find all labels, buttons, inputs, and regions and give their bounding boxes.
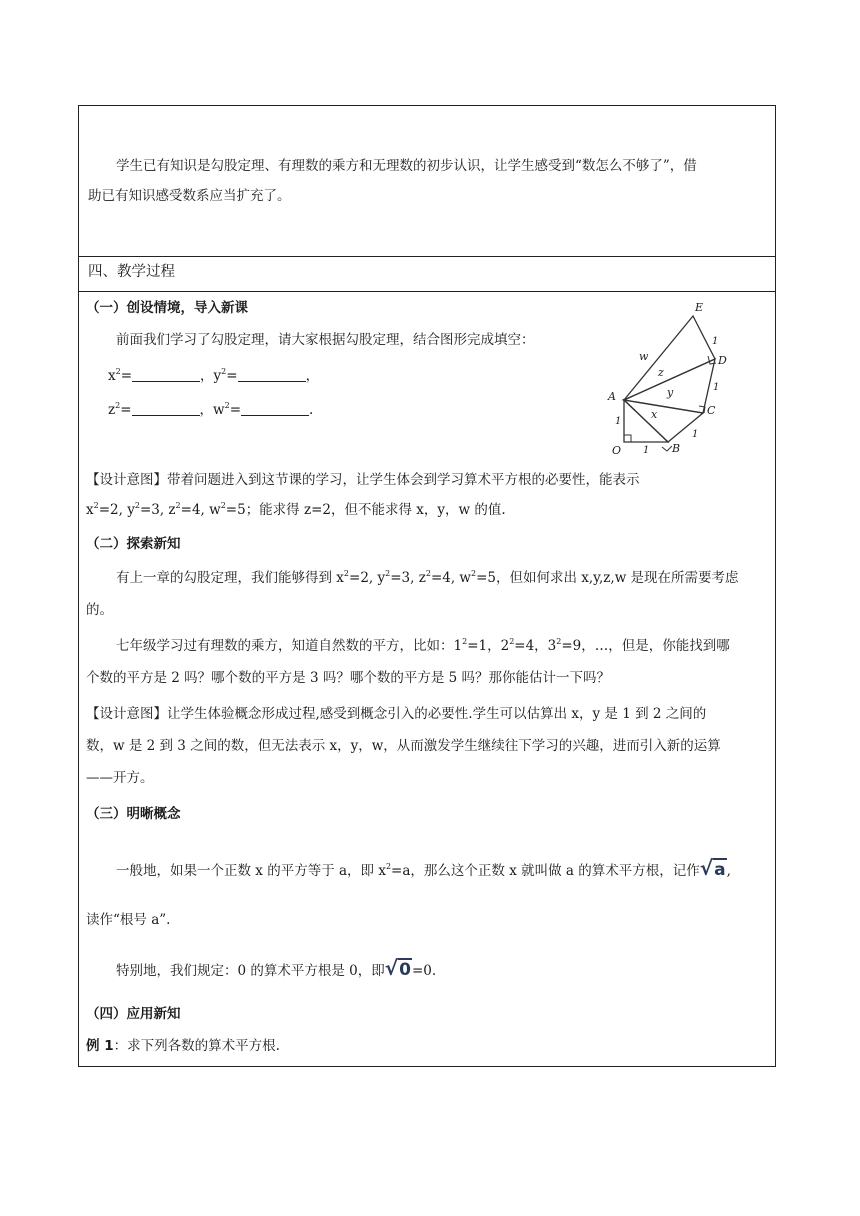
length-label: 1	[615, 416, 622, 427]
sqrt-a-symbol: √a	[699, 856, 726, 880]
point-label: A	[608, 390, 616, 403]
intro-line-2: 助已有知识感受数系应当扩充了。	[88, 188, 291, 204]
part2-p2-line-1: 七年级学习过有理数的乘方，知道自然数的平方，比如：$1^2=1$，$2^2=4$，$3^2=9$，…，但是，你能找到哪	[116, 637, 730, 654]
part1-design-tail: ；能求得 z=2，但不能求得 x，y，w 的值.	[245, 502, 506, 518]
point-label: E	[695, 301, 704, 314]
point-label: D	[718, 354, 727, 367]
special-line: 特别地，我们规定：0 的算术平方根是 0，即√0=0.	[116, 956, 437, 980]
length-label: 1	[692, 429, 699, 440]
length-label: 1	[712, 336, 719, 347]
section-title: 四、教学过程	[88, 264, 175, 280]
definition-line: 一般地，如果一个正数 x 的平方等于 a，即 $x^2=a$，那么这个正数 x 就叫做 a 的算术平方根，记作√a,	[116, 856, 731, 880]
table-divider	[79, 291, 775, 292]
point-label: C	[707, 404, 716, 417]
part1-text: 前面我们学习了勾股定理，请大家根据勾股定理，结合图形完成填空：	[116, 332, 535, 348]
segment-label: w	[639, 350, 649, 363]
blank[interactable]	[238, 369, 306, 382]
table-divider	[79, 256, 775, 257]
blank[interactable]	[241, 403, 309, 416]
read-as-line: 读作“根号 a”.	[86, 912, 171, 928]
part2-design-line-2: 数，w 是 2 到 3 之间的数，但无法表示 x，y，w，从而激发学生继续往下学习的兴趣，进而引入新的运算	[86, 738, 721, 754]
part1-design-line-1: 【设计意图】带着问题进入到这节课的学习，让学生体会到学习算术平方根的必要性，能表示	[86, 472, 640, 488]
part1-heading: （一）创设情境，导入新课	[86, 300, 248, 316]
part4-heading: （四）应用新知	[86, 1006, 181, 1022]
part2-design-line-1: 【设计意图】让学生体验概念形成过程,感受到概念引入的必要性.学生可以估算出 x，y 是 1 到 2 之间的	[86, 706, 707, 722]
segment-label: z	[658, 366, 664, 379]
segment-label: x	[651, 408, 658, 421]
example-1: 例 1：求下列各数的算术平方根.	[86, 1038, 280, 1054]
part2-p1-line-1: 有上一章的勾股定理，我们能够得到 $x^2=2$, $y^2=3$, $z^2=4$, $w^2=5$，但如何求出 x,y,z,w 是现在所需要考虑	[116, 569, 739, 586]
part2-design-line-3: ——开方。	[86, 770, 154, 786]
fill-blank-row-2: $z^2=$ ，$w^2=$ .	[108, 401, 314, 418]
part3-heading: （三）明晰概念	[86, 806, 181, 822]
intro-line-1: 学生已有知识是勾股定理、有理数的乘方和无理数的初步认识，让学生感受到“数怎么不够了”，借	[116, 158, 697, 174]
fill-blank-row-1: $x^2=$ ，$y^2=$ ，	[108, 367, 320, 384]
point-label: B	[672, 442, 681, 455]
segment-label: y	[667, 386, 674, 399]
blank[interactable]	[132, 403, 200, 416]
part2-heading: （二）探索新知	[86, 536, 181, 552]
pythagoras-spiral-figure	[600, 296, 740, 458]
sqrt-0-symbol: √0	[384, 956, 411, 980]
point-label: O	[612, 444, 622, 457]
blank[interactable]	[132, 369, 200, 382]
part1-design-line-2: $x^2=2$, $y^2=3$, $z^2=4$, $w^2=5$；能求得 z=2，但不能求得 x，y，w 的值.	[86, 501, 506, 518]
part2-p1-line-2: 的。	[86, 602, 113, 618]
length-label: 1	[643, 445, 650, 456]
length-label: 1	[713, 382, 720, 393]
part2-p2-line-2: 个数的平方是 2 吗？哪个数的平方是 3 吗？哪个数的平方是 5 吗？那你能估计一下吗？	[86, 670, 611, 686]
